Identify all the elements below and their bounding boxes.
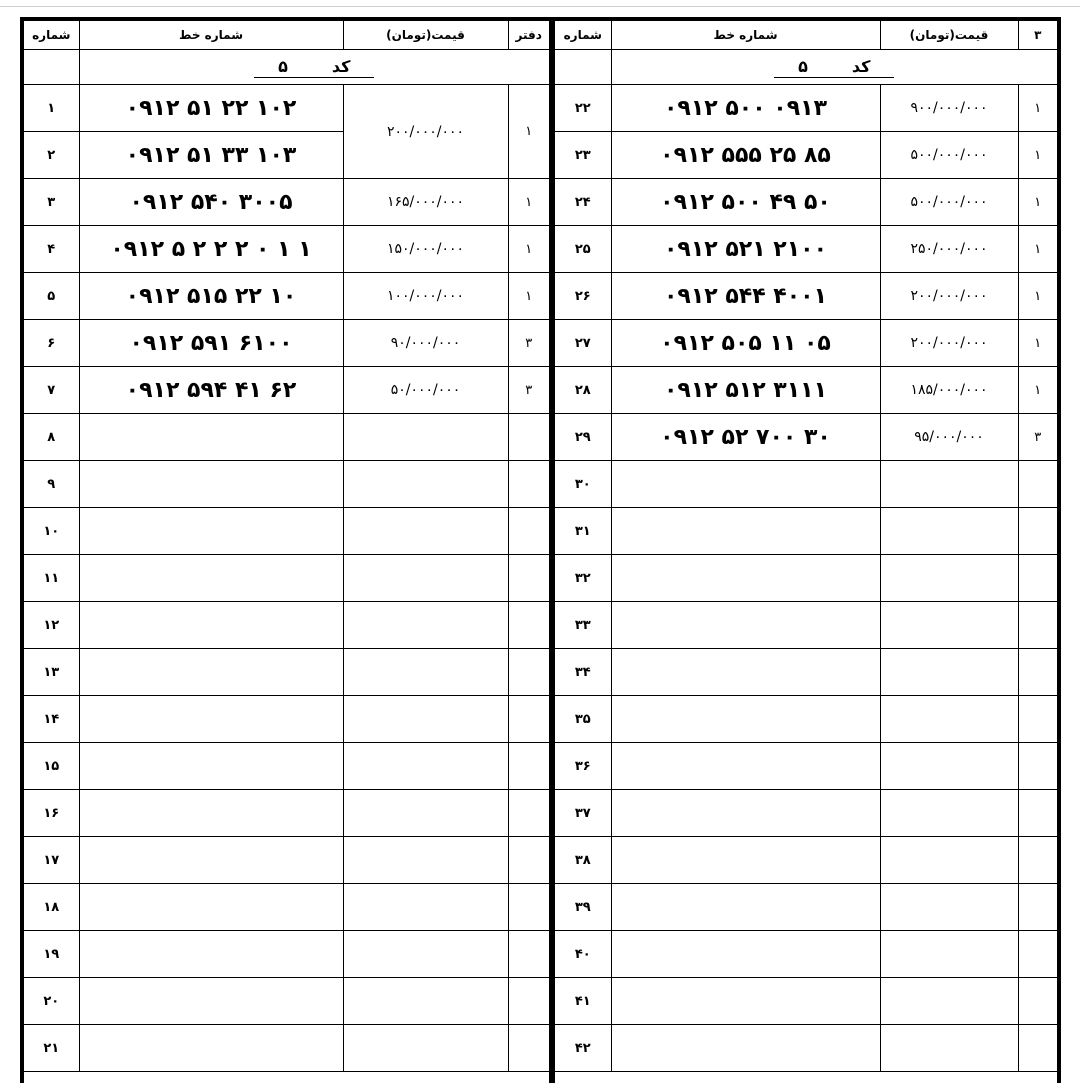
row-number: ۳۸ xyxy=(555,837,611,884)
line-number xyxy=(79,931,343,978)
office-cell xyxy=(1018,790,1057,837)
table-row xyxy=(555,978,1057,1025)
row-number: ۱۸ xyxy=(24,884,79,931)
office-cell xyxy=(1018,743,1057,790)
table-row xyxy=(555,884,1057,931)
price-cell: ۵۰۰/۰۰۰/۰۰۰ xyxy=(880,132,1018,179)
row-number: ۳۹ xyxy=(555,884,611,931)
table-row xyxy=(24,790,549,837)
price-cell xyxy=(343,555,508,602)
line-number xyxy=(611,1025,880,1072)
line-number: ۰۹۱۲ ۵۹۱ ۶۱۰۰ xyxy=(79,320,343,367)
office-cell xyxy=(508,884,549,931)
price-cell: ۲۵۰/۰۰۰/۰۰۰ xyxy=(880,226,1018,273)
table-row xyxy=(24,978,549,1025)
price-cell xyxy=(880,1025,1018,1072)
code-cell xyxy=(611,50,1057,85)
table-row xyxy=(555,226,1057,273)
line-number xyxy=(611,461,880,508)
office-cell xyxy=(508,555,549,602)
table-row xyxy=(555,837,1057,884)
line-number xyxy=(611,602,880,649)
table-row xyxy=(555,555,1057,602)
table-row xyxy=(555,602,1057,649)
price-cell xyxy=(343,508,508,555)
table-row xyxy=(555,696,1057,743)
office-cell: ۱ xyxy=(1018,85,1057,132)
row-number: ۱۶ xyxy=(24,790,79,837)
line-number xyxy=(79,743,343,790)
row-number: ۳۰ xyxy=(555,461,611,508)
price-cell: ۵۰۰/۰۰۰/۰۰۰ xyxy=(880,179,1018,226)
code-value: ۵ xyxy=(798,56,808,76)
office-cell: ۳ xyxy=(508,367,549,414)
table-row xyxy=(24,555,549,602)
office-cell xyxy=(1018,555,1057,602)
line-number: ۰۹۱۲ ۵۲۱ ۲۱۰۰ xyxy=(611,226,880,273)
price-cell xyxy=(880,837,1018,884)
office-cell xyxy=(1018,696,1057,743)
price-cell xyxy=(880,743,1018,790)
top-rule xyxy=(0,6,1080,7)
row-number: ۲۵ xyxy=(555,226,611,273)
row-number: ۲ xyxy=(24,132,79,179)
table-row xyxy=(555,743,1057,790)
line-number xyxy=(79,555,343,602)
office-cell xyxy=(1018,1025,1057,1072)
code-row-spacer xyxy=(24,50,79,85)
line-number: ۰۹۱۲ ۵۰۰ ۰۹۱۳ xyxy=(611,85,880,132)
line-number xyxy=(79,790,343,837)
price-cell xyxy=(880,555,1018,602)
line-number xyxy=(611,508,880,555)
row-number: ۳۱ xyxy=(555,508,611,555)
office-cell: ۱ xyxy=(508,85,549,179)
code-label-underlined xyxy=(254,57,374,78)
row-number: ۱۳ xyxy=(24,649,79,696)
row-number: ۳ xyxy=(24,179,79,226)
price-cell xyxy=(343,743,508,790)
price-cell: ۱۵۰/۰۰۰/۰۰۰ xyxy=(343,226,508,273)
row-number: ۵ xyxy=(24,273,79,320)
price-cell xyxy=(343,602,508,649)
line-number: ۰۹۱۲ ۵۲ ۷۰۰ ۳۰ xyxy=(611,414,880,461)
price-cell xyxy=(880,602,1018,649)
header-row xyxy=(24,21,549,50)
office-cell xyxy=(1018,931,1057,978)
price-cell xyxy=(343,978,508,1025)
table-row xyxy=(555,85,1057,132)
line-number xyxy=(611,696,880,743)
office-cell xyxy=(508,461,549,508)
price-cell xyxy=(343,837,508,884)
header-office: دفتر xyxy=(508,21,549,50)
table-row xyxy=(24,85,549,132)
table-row xyxy=(24,461,549,508)
price-cell: ۱۸۵/۰۰۰/۰۰۰ xyxy=(880,367,1018,414)
office-cell: ۱ xyxy=(1018,132,1057,179)
table-row xyxy=(24,414,549,461)
table-row xyxy=(555,649,1057,696)
line-number xyxy=(79,461,343,508)
row-number: ۱۷ xyxy=(24,837,79,884)
header-price: قیمت(تومان) xyxy=(343,21,508,50)
table-row xyxy=(24,931,549,978)
office-cell: ۱ xyxy=(1018,273,1057,320)
line-number xyxy=(79,414,343,461)
office-cell xyxy=(508,649,549,696)
office-cell xyxy=(508,978,549,1025)
row-number: ۱۱ xyxy=(24,555,79,602)
row-number: ۲۱ xyxy=(24,1025,79,1072)
table-row xyxy=(555,132,1057,179)
row-number: ۴۱ xyxy=(555,978,611,1025)
line-number xyxy=(79,649,343,696)
price-cell xyxy=(880,461,1018,508)
table-row xyxy=(24,884,549,931)
table-row xyxy=(24,273,549,320)
table-row xyxy=(24,743,549,790)
line-number: ۰۹۱۲ ۵۱ ۳۳ ۱۰۳ xyxy=(79,132,343,179)
table-row xyxy=(24,226,549,273)
row-number: ۳۲ xyxy=(555,555,611,602)
office-cell: ۱ xyxy=(1018,320,1057,367)
office-cell: ۳ xyxy=(508,320,549,367)
code-cell xyxy=(79,50,549,85)
price-cell: ۱۶۵/۰۰۰/۰۰۰ xyxy=(343,179,508,226)
line-number: ۰۹۱۲ ۵۵۵ ۲۵ ۸۵ xyxy=(611,132,880,179)
table-row xyxy=(555,273,1057,320)
row-number: ۳۵ xyxy=(555,696,611,743)
row-number: ۲۰ xyxy=(24,978,79,1025)
office-cell xyxy=(508,743,549,790)
row-number: ۱۲ xyxy=(24,602,79,649)
row-number: ۳۷ xyxy=(555,790,611,837)
row-number: ۲۹ xyxy=(555,414,611,461)
price-cell: ۵۰/۰۰۰/۰۰۰ xyxy=(343,367,508,414)
line-number xyxy=(611,837,880,884)
row-number: ۳۶ xyxy=(555,743,611,790)
office-cell xyxy=(508,414,549,461)
price-cell xyxy=(880,508,1018,555)
office-cell: ۱ xyxy=(508,226,549,273)
office-cell xyxy=(1018,837,1057,884)
code-value: ۵ xyxy=(278,56,288,76)
row-number: ۳۳ xyxy=(555,602,611,649)
price-cell xyxy=(880,978,1018,1025)
line-number xyxy=(79,602,343,649)
price-cell: ۹۰/۰۰۰/۰۰۰ xyxy=(343,320,508,367)
left-price-table xyxy=(20,17,553,1083)
header-rownum: شماره xyxy=(555,21,611,50)
price-cell: ۹۰۰/۰۰۰/۰۰۰ xyxy=(880,85,1018,132)
code-label: کد xyxy=(851,56,871,76)
table-row xyxy=(24,602,549,649)
line-number: ۰۹۱۲ ۵۰۰ ۴۹ ۵۰ xyxy=(611,179,880,226)
header-rownum: شماره xyxy=(24,21,79,50)
line-number xyxy=(611,743,880,790)
office-cell: ۱ xyxy=(1018,226,1057,273)
row-number: ۶ xyxy=(24,320,79,367)
line-number xyxy=(611,790,880,837)
price-cell: ۱۰۰/۰۰۰/۰۰۰ xyxy=(343,273,508,320)
line-number: ۰۹۱۲ ۵۰۵ ۱۱ ۰۵ xyxy=(611,320,880,367)
code-row-spacer xyxy=(555,50,611,85)
table-row xyxy=(24,508,549,555)
line-number: ۰۹۱۲ ۵۱۵ ۲۲ ۱۰ xyxy=(79,273,343,320)
office-cell xyxy=(508,508,549,555)
price-cell xyxy=(343,461,508,508)
table-row xyxy=(24,649,549,696)
table-row xyxy=(24,320,549,367)
table-row xyxy=(555,931,1057,978)
office-cell xyxy=(508,602,549,649)
code-label-underlined xyxy=(774,57,894,78)
line-number xyxy=(79,884,343,931)
price-cell xyxy=(343,1025,508,1072)
row-number: ۴۰ xyxy=(555,931,611,978)
row-number: ۲۷ xyxy=(555,320,611,367)
row-number: ۴۲ xyxy=(555,1025,611,1072)
row-number: ۳۴ xyxy=(555,649,611,696)
table-row xyxy=(24,696,549,743)
line-number xyxy=(611,884,880,931)
row-number: ۱۵ xyxy=(24,743,79,790)
office-cell xyxy=(1018,884,1057,931)
line-number: ۰۹۱۲ ۵۴۰ ۳۰۰۵ xyxy=(79,179,343,226)
row-number: ۱۰ xyxy=(24,508,79,555)
price-cell: ۲۰۰/۰۰۰/۰۰۰ xyxy=(343,85,508,179)
office-cell xyxy=(1018,508,1057,555)
price-cell xyxy=(343,649,508,696)
price-cell xyxy=(880,884,1018,931)
row-number: ۷ xyxy=(24,367,79,414)
line-number: ۰۹۱۲ ۵۱ ۲۲ ۱۰۲ xyxy=(79,85,343,132)
office-cell xyxy=(508,1025,549,1072)
price-cell xyxy=(880,696,1018,743)
price-cell: ۲۰۰/۰۰۰/۰۰۰ xyxy=(880,320,1018,367)
table-row xyxy=(24,837,549,884)
price-cell xyxy=(880,931,1018,978)
price-cell xyxy=(343,884,508,931)
line-number xyxy=(611,649,880,696)
office-cell: ۱ xyxy=(508,273,549,320)
price-cell xyxy=(343,931,508,978)
table-row xyxy=(555,790,1057,837)
line-number: ۰۹۱۲ ۵ ۲ ۲ ۲ ۰ ۱ ۱ xyxy=(79,226,343,273)
table-row xyxy=(24,179,549,226)
office-cell xyxy=(1018,649,1057,696)
row-number: ۲۳ xyxy=(555,132,611,179)
row-number: ۹ xyxy=(24,461,79,508)
row-number: ۲۴ xyxy=(555,179,611,226)
row-number: ۲۸ xyxy=(555,367,611,414)
table-row xyxy=(555,367,1057,414)
header-line: شماره خط xyxy=(79,21,343,50)
row-number: ۱۹ xyxy=(24,931,79,978)
line-number xyxy=(611,555,880,602)
line-number xyxy=(79,508,343,555)
office-cell xyxy=(1018,602,1057,649)
office-cell xyxy=(508,696,549,743)
row-number: ۲۶ xyxy=(555,273,611,320)
line-number xyxy=(79,837,343,884)
row-number: ۲۲ xyxy=(555,85,611,132)
price-cell xyxy=(343,414,508,461)
office-cell xyxy=(508,790,549,837)
table-row xyxy=(555,508,1057,555)
row-number: ۸ xyxy=(24,414,79,461)
row-number: ۱۴ xyxy=(24,696,79,743)
table-row xyxy=(24,367,549,414)
code-row xyxy=(24,50,549,85)
table-row xyxy=(555,320,1057,367)
line-number: ۰۹۱۲ ۵۴۴ ۴۰۰۱ xyxy=(611,273,880,320)
office-cell: ۳ xyxy=(1018,414,1057,461)
line-number xyxy=(79,1025,343,1072)
table-row xyxy=(555,1025,1057,1072)
code-label: کد xyxy=(331,56,351,76)
table-row xyxy=(24,1025,549,1072)
line-number xyxy=(611,978,880,1025)
table-row xyxy=(555,179,1057,226)
price-cell xyxy=(343,696,508,743)
line-number xyxy=(79,696,343,743)
line-number xyxy=(79,978,343,1025)
table-row xyxy=(555,461,1057,508)
price-cell xyxy=(880,790,1018,837)
office-cell: ۱ xyxy=(1018,179,1057,226)
price-cell: ۲۰۰/۰۰۰/۰۰۰ xyxy=(880,273,1018,320)
header-row xyxy=(555,21,1057,50)
line-number xyxy=(611,931,880,978)
price-cell xyxy=(880,649,1018,696)
row-number: ۱ xyxy=(24,85,79,132)
office-cell xyxy=(1018,978,1057,1025)
code-row xyxy=(555,50,1057,85)
office-cell xyxy=(1018,461,1057,508)
row-number: ۴ xyxy=(24,226,79,273)
header-office: ۳ xyxy=(1018,21,1057,50)
header-price: قیمت(تومان) xyxy=(880,21,1018,50)
right-price-table xyxy=(551,17,1061,1083)
office-cell xyxy=(508,837,549,884)
office-cell: ۱ xyxy=(1018,367,1057,414)
line-number: ۰۹۱۲ ۵۹۴ ۴۱ ۶۲ xyxy=(79,367,343,414)
price-cell xyxy=(343,790,508,837)
office-cell: ۱ xyxy=(508,179,549,226)
price-cell: ۹۵/۰۰۰/۰۰۰ xyxy=(880,414,1018,461)
line-number: ۰۹۱۲ ۵۱۲ ۳۱۱۱ xyxy=(611,367,880,414)
office-cell xyxy=(508,931,549,978)
table-row xyxy=(555,414,1057,461)
header-line: شماره خط xyxy=(611,21,880,50)
